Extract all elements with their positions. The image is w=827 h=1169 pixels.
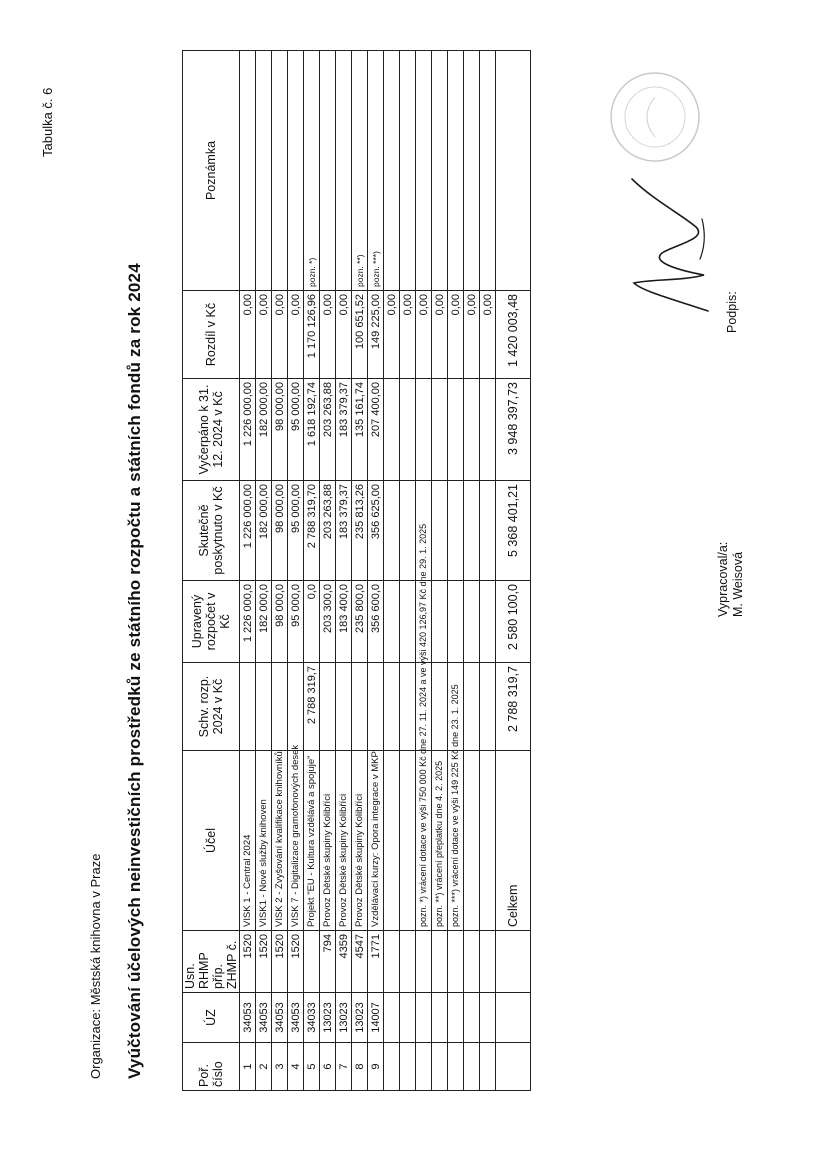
cell-purpose: Provoz Dětské skupiny Kolibříci <box>352 751 368 931</box>
cell-note: pozn. ***) <box>368 51 384 291</box>
cell-note <box>256 51 272 291</box>
cell-resolution: 794 <box>320 931 336 993</box>
cell-resolution: 1520 <box>240 931 256 993</box>
cell-difference: 0,00 <box>384 291 400 379</box>
table-row <box>336 51 352 1091</box>
table-row <box>256 51 272 1091</box>
note-row <box>432 51 448 1091</box>
cell-adjusted: 182 000,0 <box>256 581 272 663</box>
cell-no: 2 <box>256 1043 272 1091</box>
cell-difference: 100 651,52 <box>352 291 368 379</box>
cell-spent: 135 161,74 <box>352 379 368 481</box>
cell-note <box>320 51 336 291</box>
cell-no: 1 <box>240 1043 256 1091</box>
footnote-1: pozn. *) vrácení dotace ve výši 750 000 Kč dne 27. 11. 2024 a ve výši 420 126,97 Kč dne 29. 1. 2025 <box>418 523 428 927</box>
cell-purpose: Provoz Dětské skupiny Kolibříci <box>336 751 352 931</box>
cell-approved <box>320 663 336 751</box>
cell-no: 5 <box>304 1043 320 1091</box>
page-title: Vyúčtování účelových neinvestičních prostředků ze státního rozpočtu a státních fondů za rok 2024 <box>125 263 144 1079</box>
cell-no: 4 <box>288 1043 304 1091</box>
cell-approved <box>288 663 304 751</box>
cell-adjusted: 235 800,0 <box>352 581 368 663</box>
cell-no: 7 <box>336 1043 352 1091</box>
cell-purpose: VISK 1 - Central 2024 <box>240 751 256 931</box>
table-row <box>320 51 336 1091</box>
cell-note <box>288 51 304 291</box>
cell-approved <box>272 663 288 751</box>
total-difference: 1 420 003,48 <box>496 291 531 379</box>
total-spent: 3 948 397,73 <box>496 379 531 481</box>
empty-row <box>464 51 480 1091</box>
col-header-provided: Skutečně poskytnuto v Kč <box>183 481 240 581</box>
col-header-spent: Vyčerpáno k 31. 12. 2024 v Kč <box>183 379 240 481</box>
cell-resolution: 1520 <box>256 931 272 993</box>
cell-difference: 0,00 <box>320 291 336 379</box>
cell-adjusted: 1 226 000,0 <box>240 581 256 663</box>
cell-difference: 0,00 <box>272 291 288 379</box>
settlement-table <box>182 50 531 1091</box>
total-approved: 2 788 319,7 <box>496 663 531 751</box>
cell-spent: 95 000,00 <box>288 379 304 481</box>
prepared-by-name: M. Weisová <box>731 551 745 617</box>
prepared-by <box>716 542 746 617</box>
cell-difference: 149 225,00 <box>368 291 384 379</box>
cell-note: pozn. **) <box>352 51 368 291</box>
table-row <box>368 51 384 1091</box>
cell-provided: 1 226 000,00 <box>240 481 256 581</box>
cell-approved <box>368 663 384 751</box>
cell-difference: 0,00 <box>448 291 464 379</box>
cell-no: 9 <box>368 1043 384 1091</box>
cell-no: 8 <box>352 1043 368 1091</box>
cell-adjusted: 203 300,0 <box>320 581 336 663</box>
cell-approved <box>240 663 256 751</box>
cell-difference: 0,00 <box>256 291 272 379</box>
cell-spent: 183 379,37 <box>336 379 352 481</box>
empty-row <box>480 51 496 1091</box>
cell-uz: 34053 <box>272 993 288 1043</box>
col-header-purpose: Účel <box>183 751 240 931</box>
official-stamp <box>605 67 705 167</box>
cell-difference: 0,00 <box>432 291 448 379</box>
cell-adjusted: 356 600,0 <box>368 581 384 663</box>
col-header-no: Poř. číslo <box>183 1043 240 1091</box>
table-row <box>240 51 256 1091</box>
cell-uz: 13023 <box>352 993 368 1043</box>
table-number: Tabulka č. 6 <box>40 87 55 157</box>
cell-difference: 0,00 <box>480 291 496 379</box>
cell-difference: 0,00 <box>400 291 416 379</box>
cell-provided: 183 379,37 <box>336 481 352 581</box>
cell-resolution: 1520 <box>272 931 288 993</box>
cell-purpose: Vzdělávací kurzy: Opora integrace v MKP <box>368 751 384 931</box>
col-header-resolution: Usn. RHMP příp. ZHMP č. <box>183 931 240 993</box>
col-header-adjusted: Upravený rozpočet v Kč <box>183 581 240 663</box>
note-row <box>416 51 432 1091</box>
cell-uz: 34053 <box>288 993 304 1043</box>
cell-no: 6 <box>320 1043 336 1091</box>
cell-provided: 203 263,88 <box>320 481 336 581</box>
cell-uz: 34053 <box>240 993 256 1043</box>
table-row <box>288 51 304 1091</box>
cell-purpose: VISK1 - Nové služby knihoven <box>256 751 272 931</box>
cell-note <box>336 51 352 291</box>
cell-provided: 98 000,00 <box>272 481 288 581</box>
cell-difference: 0,00 <box>416 291 432 379</box>
total-adjusted: 2 580 100,0 <box>496 581 531 663</box>
cell-purpose: Projekt "EU - Kultura vzdělává a spojuje" <box>304 751 320 931</box>
cell-adjusted: 98 000,0 <box>272 581 288 663</box>
cell-no: 3 <box>272 1043 288 1091</box>
cell-resolution: 1520 <box>288 931 304 993</box>
cell-resolution <box>304 931 320 993</box>
cell-note <box>272 51 288 291</box>
cell-adjusted: 95 000,0 <box>288 581 304 663</box>
cell-spent: 1 618 192,74 <box>304 379 320 481</box>
cell-purpose: Provoz Dětské skupiny Kolibříci <box>320 751 336 931</box>
handwritten-signature <box>612 169 722 319</box>
empty-row <box>384 51 400 1091</box>
total-label: Celkem <box>496 751 531 931</box>
table-header-row <box>183 51 240 1091</box>
prepared-by-label: Vypracoval/a: <box>716 541 730 617</box>
cell-difference: 0,00 <box>464 291 480 379</box>
cell-uz: 13023 <box>336 993 352 1043</box>
cell-uz: 34033 <box>304 993 320 1043</box>
cell-spent: 98 000,00 <box>272 379 288 481</box>
cell-difference: 0,00 <box>240 291 256 379</box>
cell-purpose: VISK 2 - Zvyšování kvalifikace knihovníků <box>272 751 288 931</box>
cell-note <box>240 51 256 291</box>
table-row <box>304 51 320 1091</box>
col-header-difference: Rozdíl v Kč <box>183 291 240 379</box>
cell-adjusted: 183 400,0 <box>336 581 352 663</box>
col-header-note: Poznámka <box>183 51 240 291</box>
cell-purpose: VISK 7 - Digitalizace gramofonových desek <box>288 751 304 931</box>
cell-adjusted: 0,0 <box>304 581 320 663</box>
cell-provided: 2 788 319,70 <box>304 481 320 581</box>
cell-uz: 13023 <box>320 993 336 1043</box>
cell-approved: 2 788 319,7 <box>304 663 320 751</box>
cell-provided: 356 625,00 <box>368 481 384 581</box>
cell-spent: 182 000,00 <box>256 379 272 481</box>
cell-approved <box>336 663 352 751</box>
total-row <box>496 51 531 1091</box>
footnote-2: pozn. **) vrácení přeplatku dne 4. 2. 2025 <box>434 760 444 927</box>
cell-difference: 0,00 <box>288 291 304 379</box>
cell-approved <box>256 663 272 751</box>
cell-difference: 0,00 <box>336 291 352 379</box>
cell-difference: 1 170 126,96 <box>304 291 320 379</box>
col-header-approved: Schv. rozp. 2024 v Kč <box>183 663 240 751</box>
signature-label: Podpis: <box>725 291 739 333</box>
note-row <box>448 51 464 1091</box>
cell-uz: 14007 <box>368 993 384 1043</box>
footnote-3: pozn. ***) vrácení dotace ve výši 149 225 Kč dne 23. 1. 2025 <box>450 684 460 927</box>
empty-row <box>400 51 416 1091</box>
cell-spent: 203 263,88 <box>320 379 336 481</box>
col-header-uz: ÚZ <box>183 993 240 1043</box>
cell-approved <box>352 663 368 751</box>
cell-uz: 34053 <box>256 993 272 1043</box>
cell-provided: 235 813,26 <box>352 481 368 581</box>
table-row <box>352 51 368 1091</box>
cell-note: pozn. *) <box>304 51 320 291</box>
table-row <box>272 51 288 1091</box>
cell-resolution: 4359 <box>336 931 352 993</box>
cell-resolution: 4547 <box>352 931 368 993</box>
cell-spent: 207 400,00 <box>368 379 384 481</box>
organization-line: Organizace: Městská knihovna v Praze <box>88 853 103 1079</box>
cell-provided: 182 000,00 <box>256 481 272 581</box>
cell-resolution: 1771 <box>368 931 384 993</box>
cell-provided: 95 000,00 <box>288 481 304 581</box>
total-provided: 5 368 401,21 <box>496 481 531 581</box>
cell-spent: 1 226 000,00 <box>240 379 256 481</box>
